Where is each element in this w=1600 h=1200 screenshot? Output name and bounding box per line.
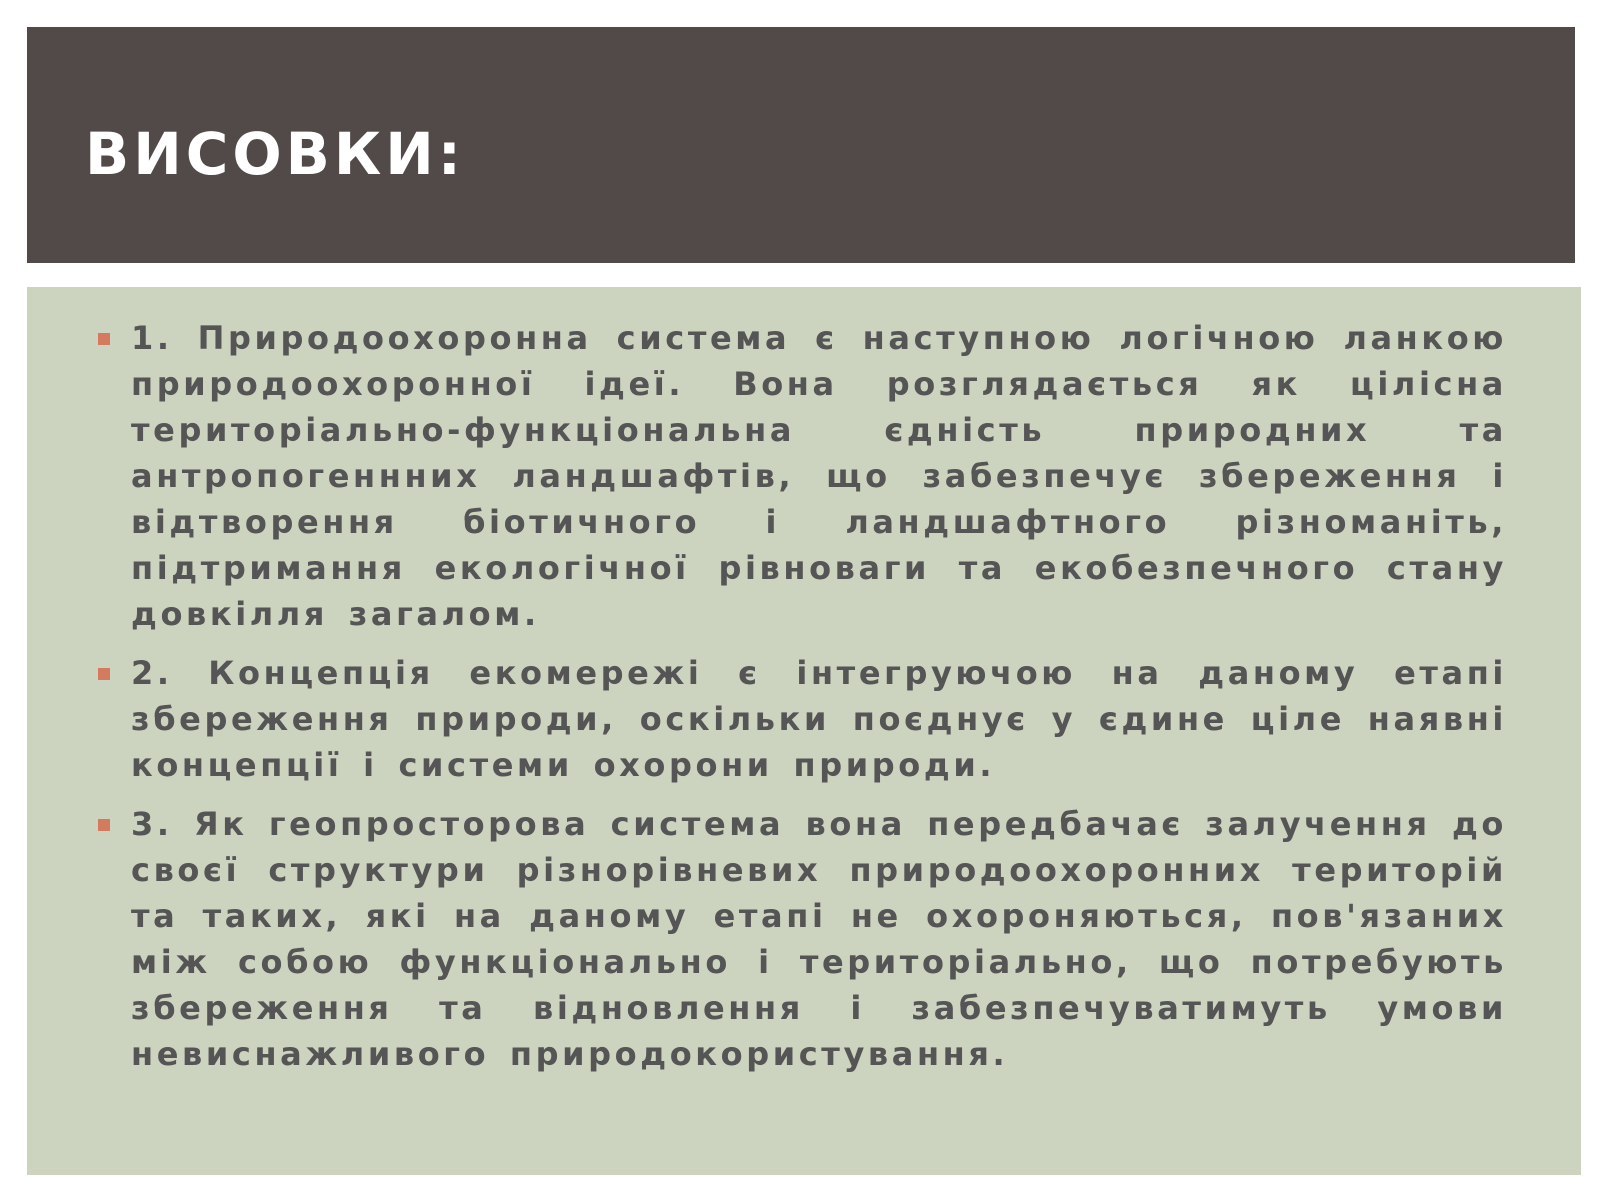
content-band bbox=[27, 287, 1581, 1175]
square-bullet-icon bbox=[98, 333, 110, 345]
bullet-item bbox=[27, 315, 1581, 637]
square-bullet-icon bbox=[98, 819, 110, 831]
square-bullet-icon bbox=[98, 668, 110, 680]
bullet-text: 3. Як геопросторова система вона передбачає залучення до своєї структури різнорівневих природоохоронних територій та таких, які на даному етапі не охороняються, пов'язаних між собою функціонально і територіально, що потребують збереження та відновлення і забезпечуватимуть умови невиснажливого природокористування. bbox=[131, 805, 1507, 1073]
title-band bbox=[27, 27, 1575, 263]
bullet-list bbox=[27, 315, 1581, 1090]
bullet-text: 2. Концепція екомережі є інтегруючою на даному етапі збереження природи, оскільки поєднує у єдине ціле наявні концепції і системи охорони природи. bbox=[131, 654, 1507, 784]
bullet-item bbox=[27, 650, 1581, 788]
bullet-text: 1. Природоохоронна система є наступною логічною ланкою природоохоронної ідеї. Вона розглядається як цілісна територіально-функціональна єдність природних та антропогеннних ландшафтів, що забезпечує збереження і відтворення біотичного і ландшафтного різноманіть, підтримання екологічної рівноваги та екобезпечного стану довкілля загалом. bbox=[131, 319, 1507, 633]
slide-title: ВИСОВКИ: bbox=[85, 120, 465, 188]
bullet-item bbox=[27, 801, 1581, 1077]
